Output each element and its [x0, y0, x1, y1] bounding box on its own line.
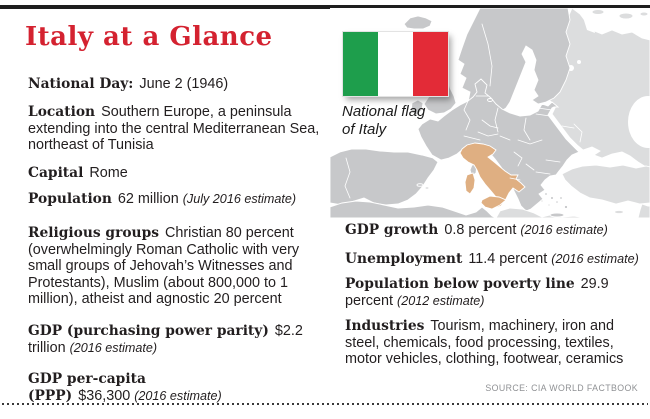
fact-population — [28, 191, 331, 208]
fact-gdp-per-capita — [28, 371, 331, 404]
map-balearics — [425, 187, 429, 189]
map-cyprus — [615, 210, 624, 213]
page-title: Italy at a Glance — [25, 22, 273, 52]
fact-value: 0.8 percent — [444, 222, 517, 238]
fact-estimate: (2012 estimate) — [397, 293, 485, 308]
fact-label: National Day: — [28, 76, 134, 92]
fact-label: GDP per-capita (PPP) — [28, 371, 146, 404]
fact-value: Southern Europe, a peninsula extending into the central Mediterranean Sea, northeast of Tunisia — [28, 104, 320, 153]
fact-location — [28, 104, 331, 154]
flag-caption-line2: of Italy — [342, 121, 387, 138]
fact-label: Population — [28, 191, 112, 207]
fact-label: GDP growth — [345, 222, 439, 238]
italy-flag — [343, 32, 448, 96]
fact-gdp-ppp — [28, 323, 331, 356]
map-danish-isles — [488, 99, 493, 102]
fact-label: Capital — [28, 165, 84, 181]
fact-value: Rome — [89, 165, 128, 181]
fact-label: Industries — [345, 318, 425, 334]
lake-onega — [577, 60, 581, 64]
map-arctic-island — [640, 12, 648, 16]
flag-stripe-white — [378, 32, 413, 96]
fact-value: 62 million — [117, 191, 179, 207]
fact-label: GDP (purchasing power parity) — [28, 323, 269, 339]
fact-capital — [28, 165, 331, 182]
map-arctic-island — [619, 13, 633, 19]
fact-estimate: (2016 estimate) — [551, 252, 639, 266]
fact-label: Unemployment — [345, 251, 463, 267]
fact-national-day — [28, 76, 331, 93]
fact-value: $2.2 trillion — [28, 323, 303, 356]
fact-estimate: (July 2016 estimate) — [182, 192, 297, 206]
source-credit: SOURCE: CIA WORLD FACTBOOK — [485, 383, 638, 393]
fact-poverty-line — [345, 276, 643, 309]
fact-unemployment — [345, 251, 643, 268]
flag-caption-line1: National flag — [342, 103, 426, 120]
fact-label: Location — [28, 104, 96, 120]
map-arctic-island — [592, 10, 604, 15]
fact-estimate: (2016 estimate) — [69, 340, 158, 355]
fact-label: Religious groups — [28, 225, 159, 241]
flag-caption — [342, 103, 425, 139]
bottom-dotted-rule — [2, 403, 648, 405]
map-balearics — [417, 184, 423, 187]
fact-value: $36,300 — [78, 387, 131, 404]
fact-value: 11.4 percent — [468, 251, 548, 267]
fact-value: Christian 80 percent (overwhelmingly Roman Catholic with very small groups of Jehovah’s Witnesses and Protestants), Muslim (about 800,000 to 1 million), atheist and agnostic 20 percent — [28, 225, 300, 307]
flag-stripe-red — [413, 32, 448, 96]
fact-estimate: (2016 estimate) — [134, 388, 222, 403]
fact-label: Population below poverty line — [345, 276, 575, 292]
fact-estimate: (2016 estimate) — [520, 223, 608, 237]
fact-value: Tourism, machinery, iron and steel, chemicals, food processing, textiles, motor vehicles, clothing, footwear, ceramics — [345, 318, 624, 367]
fact-industries — [345, 318, 643, 368]
fact-value: 29.9 percent — [345, 276, 609, 309]
fact-value: June 2 (1946) — [139, 76, 229, 92]
flag-stripe-green — [343, 32, 378, 96]
fact-gdp-growth — [345, 222, 643, 239]
fact-religious-groups — [28, 225, 331, 308]
